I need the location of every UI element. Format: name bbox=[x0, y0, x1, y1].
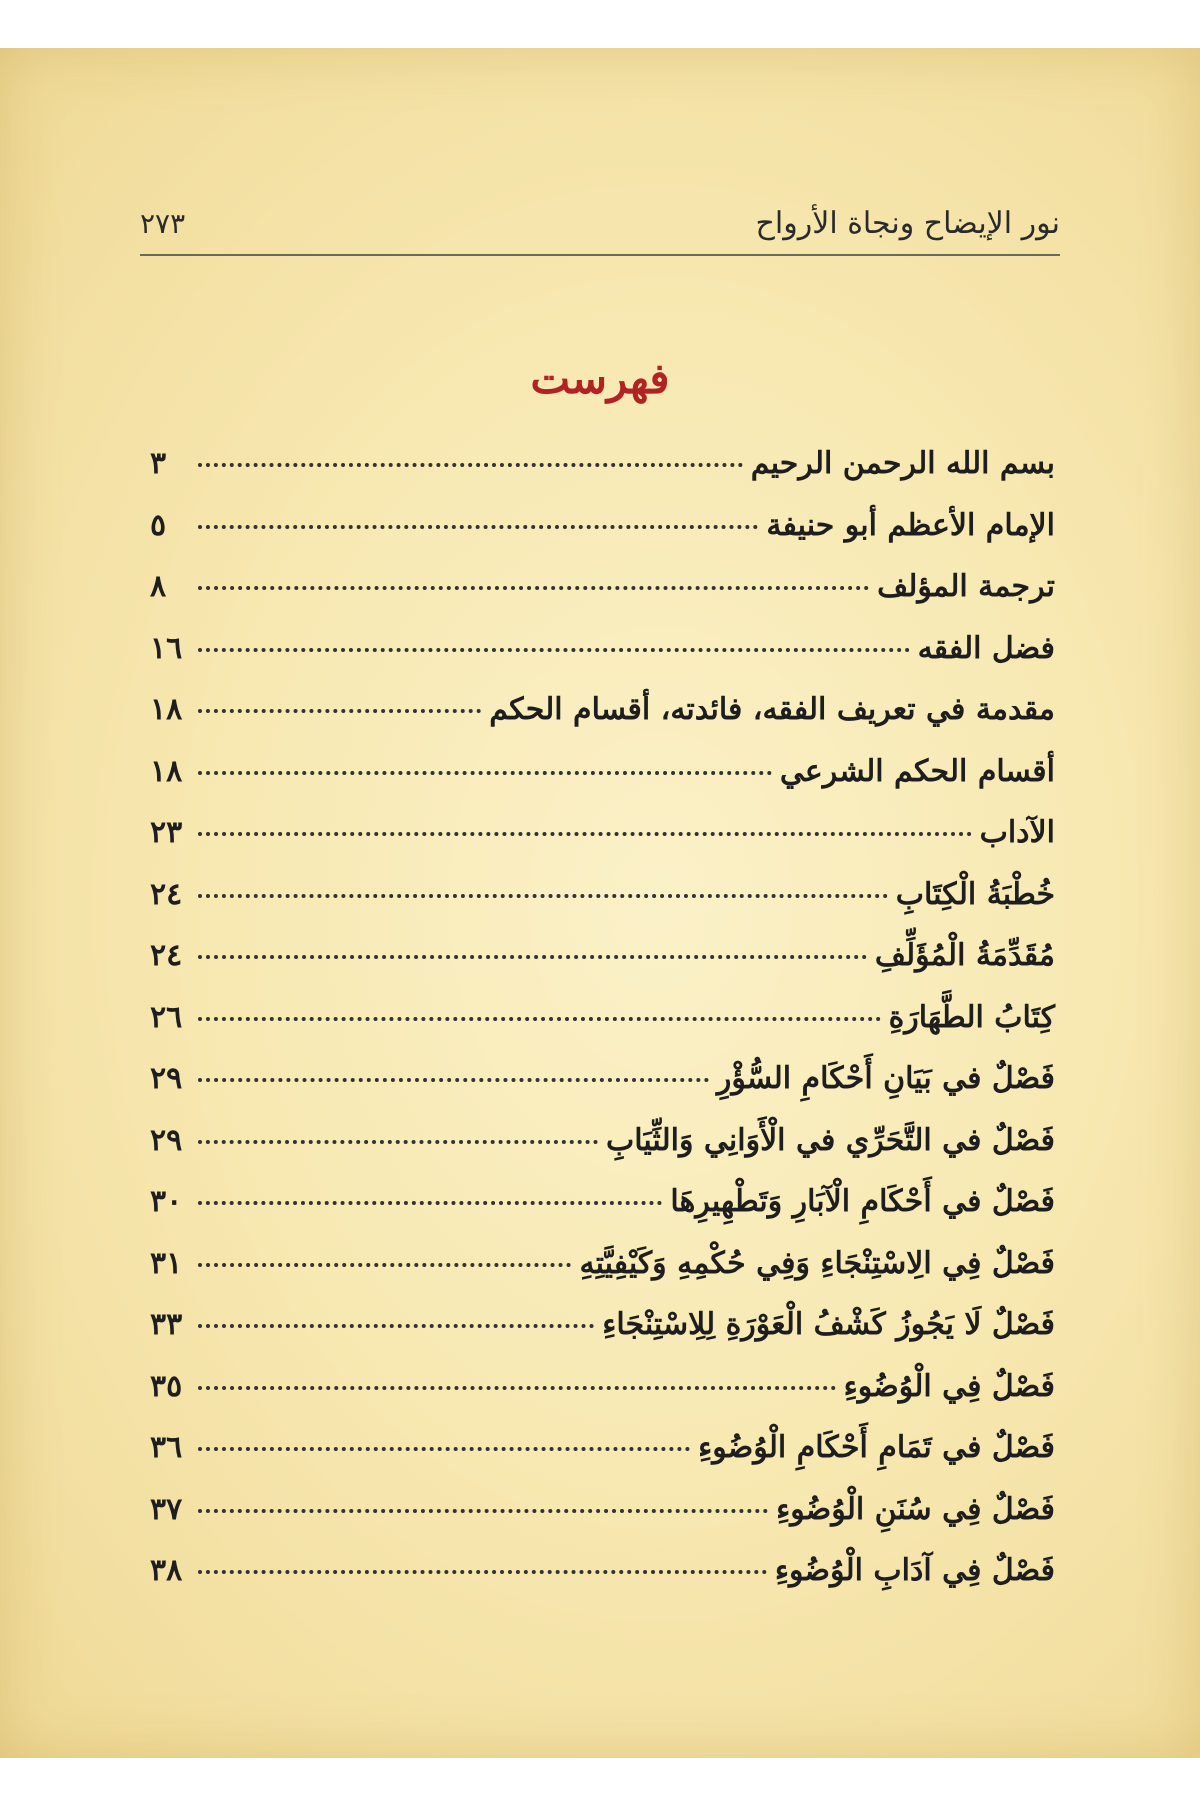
dot-leader bbox=[198, 832, 972, 836]
toc-entry-page: ٣٧ bbox=[150, 1491, 183, 1527]
toc-entry bbox=[150, 1123, 1055, 1185]
dot-leader bbox=[198, 1078, 709, 1082]
toc-entry-page: ٢٩ bbox=[150, 1122, 183, 1158]
toc-entry-page: ٢٤ bbox=[150, 876, 183, 912]
toc-entry-title: الإمام الأعظم أبو حنيفة bbox=[766, 507, 1055, 543]
toc-entry-title: فَصْلٌ في التَّحَرِّي في الْأَوَانِي وَالثِّيَابِ bbox=[606, 1122, 1055, 1158]
toc-entry-title: فَصْلٌ فِي سُنَنِ الْوُضُوءِ bbox=[776, 1491, 1055, 1527]
toc-entry-title: أقسام الحكم الشرعي bbox=[779, 753, 1055, 789]
toc-entry bbox=[150, 1492, 1055, 1554]
toc-entry-page: ١٦ bbox=[150, 630, 183, 666]
toc-entry-page: ٣١ bbox=[150, 1245, 183, 1281]
dot-leader bbox=[198, 648, 910, 652]
toc-entry-page: ٣٣ bbox=[150, 1307, 183, 1342]
dot-leader bbox=[198, 1570, 767, 1574]
toc-entry-title: فَصْلٌ فِي الْوُضُوءِ bbox=[843, 1368, 1055, 1404]
dot-leader bbox=[198, 1386, 836, 1390]
toc-entry-page: ٣٥ bbox=[150, 1368, 183, 1404]
toc-entry-page: ٣٨ bbox=[150, 1553, 183, 1588]
toc-entry-page: ٢٩ bbox=[150, 1061, 183, 1096]
toc-entry-page: ١٨ bbox=[150, 692, 183, 727]
dot-leader bbox=[198, 1201, 662, 1205]
book-page bbox=[0, 48, 1200, 1758]
toc-entry bbox=[150, 1369, 1055, 1431]
toc-entry-title: فَصْلٌ في تَمَامِ أَحْكَامِ الْوُضُوءِ bbox=[698, 1430, 1055, 1465]
toc-entry-page: ٢٦ bbox=[150, 999, 183, 1035]
toc-entry-title: مقدمة في تعريف الفقه، فائدته، أقسام الحكم bbox=[489, 692, 1055, 727]
toc-entry bbox=[150, 754, 1055, 816]
toc-entry-title: الآداب bbox=[979, 815, 1055, 850]
dot-leader bbox=[198, 955, 867, 959]
toc-entry bbox=[150, 692, 1055, 754]
toc-entry bbox=[150, 508, 1055, 570]
dot-leader bbox=[198, 1140, 598, 1144]
toc-entry-title: فضل الفقه bbox=[917, 630, 1055, 666]
toc-entry-title: بسم الله الرحمن الرحيم bbox=[750, 446, 1055, 481]
book-title: نور الإيضاح ونجاة الأرواح bbox=[755, 206, 1060, 241]
toc-entry-title: فَصْلٌ لَا يَجُوزُ كَشْفُ الْعَوْرَةِ لِلِاسْتِنْجَاءِ bbox=[602, 1307, 1055, 1342]
toc-entry bbox=[150, 569, 1055, 631]
toc-entry-title: خُطْبَةُ الْكِتَابِ bbox=[895, 876, 1055, 912]
toc-entry-page: ٢٤ bbox=[150, 938, 183, 973]
dot-leader bbox=[198, 771, 772, 775]
dot-leader bbox=[198, 1447, 690, 1451]
toc-entry-title: فَصْلٌ في بَيَانِ أَحْكَامِ السُّؤْرِ bbox=[716, 1061, 1055, 1096]
toc-entry-title: فَصْلٌ فِي الِاسْتِنْجَاءِ وَفِي حُكْمِهِ وَكَيْفِيَّتِهِ bbox=[579, 1245, 1055, 1281]
toc-entry-title: مُقَدِّمَةُ الْمُؤَلِّفِ bbox=[874, 938, 1055, 973]
toc-entry bbox=[150, 1307, 1055, 1369]
dot-leader bbox=[198, 525, 758, 529]
toc-entry-page: ٢٣ bbox=[150, 815, 183, 850]
toc-entry bbox=[150, 938, 1055, 1000]
dot-leader bbox=[198, 709, 481, 713]
toc-entry bbox=[150, 1430, 1055, 1492]
toc-entry-title: ترجمة المؤلف bbox=[877, 569, 1055, 604]
toc-entry-page: ٣ bbox=[150, 446, 167, 481]
dot-leader bbox=[198, 1324, 594, 1328]
dot-leader bbox=[198, 463, 743, 467]
toc-entry-title: فَصْلٌ فِي آدَابِ الْوُضُوءِ bbox=[774, 1553, 1055, 1588]
toc-entry bbox=[150, 815, 1055, 877]
dot-leader bbox=[198, 586, 869, 590]
page-number: ٢٧٣ bbox=[140, 207, 186, 240]
toc-entry-page: ٨ bbox=[150, 569, 167, 604]
toc-entry-page: ٥ bbox=[150, 507, 167, 543]
toc-entry bbox=[150, 446, 1055, 508]
toc-heading: فهرست bbox=[530, 354, 670, 403]
toc-entry bbox=[150, 1553, 1055, 1615]
dot-leader bbox=[198, 1509, 768, 1513]
toc-entry bbox=[150, 877, 1055, 939]
dot-leader bbox=[198, 1263, 571, 1267]
table-of-contents bbox=[150, 446, 1055, 1615]
toc-entry-title: كِتَابُ الطَّهَارَةِ bbox=[888, 999, 1055, 1035]
dot-leader bbox=[198, 1017, 881, 1021]
toc-entry bbox=[150, 1061, 1055, 1123]
running-header bbox=[140, 198, 1060, 256]
dot-leader bbox=[198, 894, 888, 898]
toc-entry-page: ٣٦ bbox=[150, 1430, 183, 1465]
toc-entry-page: ١٨ bbox=[150, 753, 183, 789]
toc-entry bbox=[150, 1184, 1055, 1246]
toc-entry-title: فَصْلٌ في أَحْكَامِ الْآبَارِ وَتَطْهِيرِهَا bbox=[670, 1184, 1055, 1219]
toc-entry bbox=[150, 1246, 1055, 1308]
toc-entry-page: ٣٠ bbox=[150, 1184, 183, 1219]
toc-entry bbox=[150, 1000, 1055, 1062]
toc-entry bbox=[150, 631, 1055, 693]
